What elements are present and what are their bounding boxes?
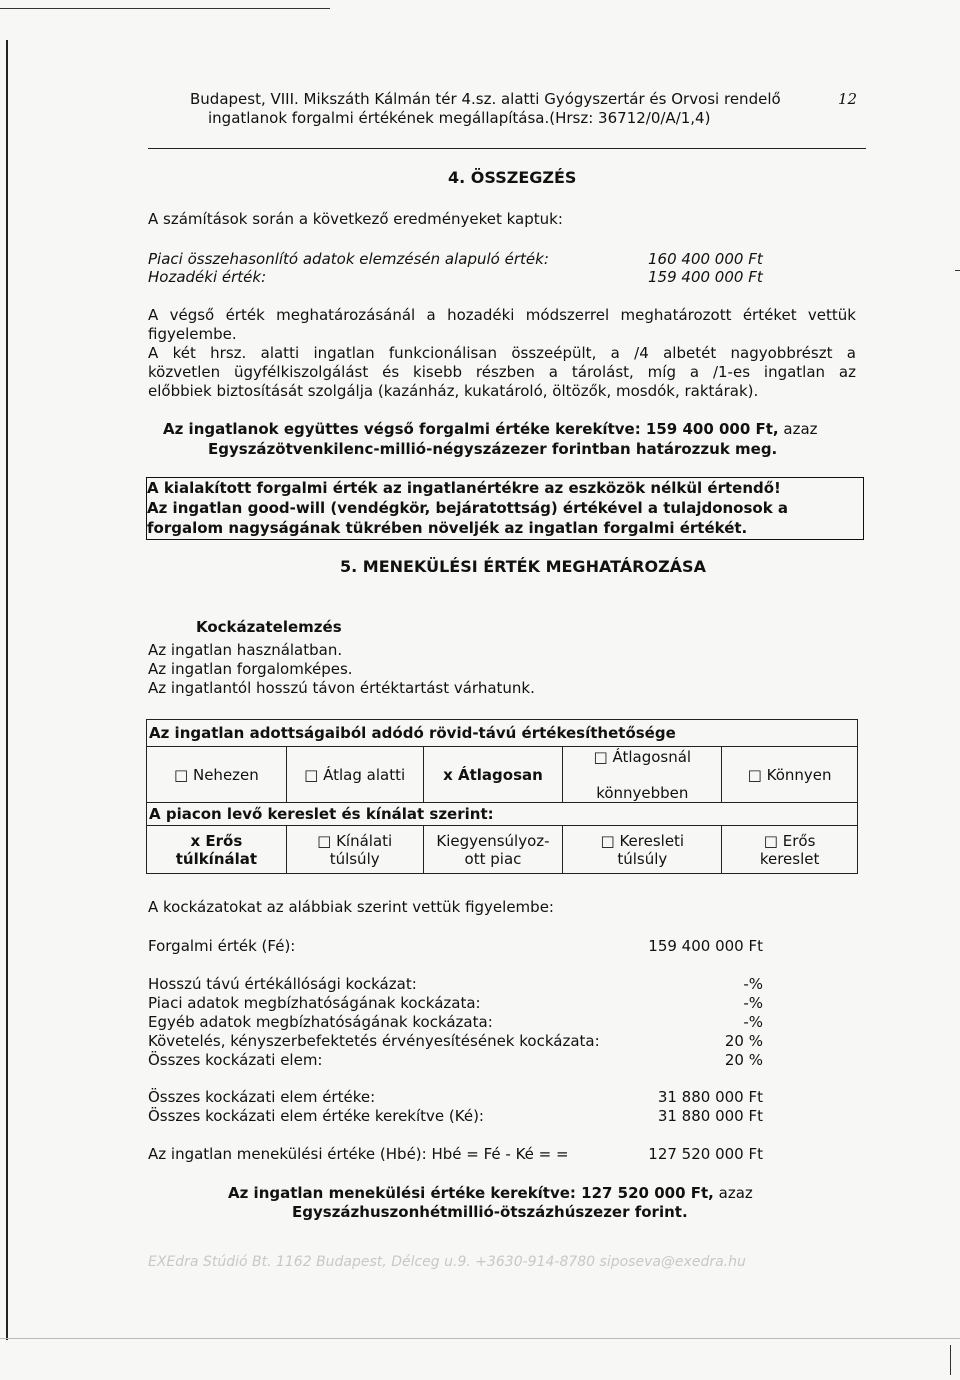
liquidation-final-words: Egyszázhuszonhétmillió-ötszázhúszezer forint. xyxy=(292,1203,688,1221)
checkbox-icon: □ xyxy=(747,765,762,784)
market-value-label: Forgalmi érték (Fé): xyxy=(148,937,296,955)
scan-edge-bottom xyxy=(0,1338,960,1339)
checkbox-icon: □ xyxy=(317,831,332,850)
option-label-line2: túlsúly xyxy=(617,849,668,868)
section-heading-liquidation: 5. MENEKÜLÉSI ÉRTÉK MEGHATÁROZÁSA xyxy=(340,557,706,576)
risk-label: Egyéb adatok megbízhatóságának kockázata: xyxy=(148,1013,493,1031)
comparison-value-label: Piaci összehasonlító adatok elemzésén alapuló érték: xyxy=(148,250,549,268)
option-konnyen xyxy=(722,747,858,803)
header-title-line1: Budapest, VIII. Mikszáth Kálmán tér 4.sz. alatti Gyógyszertár és Orvosi rendelő xyxy=(190,90,781,108)
paragraph-line: előbbiek biztosítását szolgálja (kazánház, kukatároló, öltözők, mosdók, raktárak). xyxy=(148,382,759,400)
option-eros-kereslet xyxy=(722,826,858,874)
notice-line: Az ingatlan good-will (vendégkör, bejáratottság) értékével a tulajdonosok a xyxy=(147,499,789,517)
header-title-line2: ingatlanok forgalmi értékének megállapítása.(Hrsz: 36712/0/A/1,4) xyxy=(208,109,711,127)
option-atlagosnal-konnyebben xyxy=(563,747,722,803)
saleability-table-title: Az ingatlan adottságaiból adódó rövid-távú értékesíthetősége xyxy=(147,720,858,747)
risk-amount-label: Összes kockázati elem értéke: xyxy=(148,1088,376,1106)
option-label: Könnyen xyxy=(766,765,832,784)
option-atlagosan xyxy=(423,747,563,803)
risk-statement: Az ingatlan forgalomképes. xyxy=(148,660,353,678)
risk-total-value: 20 % xyxy=(724,1051,763,1069)
paragraph-function xyxy=(148,344,856,401)
option-label: Keresleti xyxy=(619,831,685,850)
liquidation-formula-value: 127 520 000 Ft xyxy=(648,1145,763,1163)
option-label: Átlag alatti xyxy=(323,765,406,784)
checked-mark-icon: x xyxy=(190,831,201,850)
liquidation-final-statement xyxy=(228,1184,753,1203)
risk-amount-value: 31 880 000 Ft xyxy=(657,1088,763,1106)
income-value: 159 400 000 Ft xyxy=(648,268,763,286)
paragraph-line: figyelembe. xyxy=(148,325,237,343)
option-label: Átlagosan xyxy=(458,765,543,784)
liquidation-final-plain: azaz xyxy=(713,1184,753,1202)
final-value-words: Egyszázötvenkilenc-millió-négyszázezer forintban határozzuk meg. xyxy=(208,440,778,458)
option-atlag-alatti xyxy=(286,747,423,803)
option-keresleti-tulsuly xyxy=(563,826,722,874)
risk-statement: Az ingatlantól hosszú távon értéktartást várhatunk. xyxy=(148,679,535,697)
option-label: Erős xyxy=(205,831,243,850)
option-label: Nehezen xyxy=(192,765,259,784)
risk-value: -% xyxy=(743,975,763,993)
risk-intro: A kockázatokat az alábbiak szerint vettük figyelembe: xyxy=(148,898,554,916)
checkbox-icon: □ xyxy=(304,765,319,784)
scan-edge-top xyxy=(0,8,330,9)
option-label-line2: túlsúly xyxy=(329,849,380,868)
scan-edge-right xyxy=(955,270,960,271)
footer-contact: EXEdra Stúdió Bt. 1162 Budapest, Délceg u.9. +3630-914-8780 siposeva@exedra.hu xyxy=(148,1254,746,1270)
market-value: 159 400 000 Ft xyxy=(648,937,763,955)
risk-amount-rounded-label: Összes kockázati elem értéke kerekítve (Ké): xyxy=(148,1107,484,1125)
checked-mark-icon: x xyxy=(443,765,453,784)
risk-amount-rounded-value: 31 880 000 Ft xyxy=(657,1107,763,1125)
option-label: Átlagosnál xyxy=(612,747,692,766)
option-kinalati-tulsuly xyxy=(286,826,423,874)
notice-line: A kialakított forgalmi érték az ingatlanértékre az eszközök nélkül értendő! xyxy=(147,479,781,497)
paragraph-line: A két hrsz. alatti ingatlan funkcionálisan összeépült, a /4 albetét nagyobbrészt a xyxy=(148,344,856,362)
risk-total-label: Összes kockázati elem: xyxy=(148,1051,323,1069)
final-value-bold: Az ingatlanok együttes végső forgalmi értéke kerekítve: 159 400 000 Ft, xyxy=(163,420,779,438)
notice-box xyxy=(146,477,864,540)
saleability-table xyxy=(146,719,858,874)
section-heading-summary: 4. ÖSSZEGZÉS xyxy=(448,168,577,187)
comparison-value: 160 400 000 Ft xyxy=(648,250,763,268)
summary-intro: A számítások során a következő eredményeket kaptuk: xyxy=(148,210,563,228)
paragraph-line: A végső érték meghatározásánál a hozadéki módszerrel meghatározott értéket vettük xyxy=(148,306,856,324)
risk-label: Hosszú távú értékállósági kockázat: xyxy=(148,975,417,993)
option-label-line2: kereslet xyxy=(759,849,820,868)
risk-label: Követelés, kényszerbefektetés érvényesítésének kockázata: xyxy=(148,1032,600,1050)
risk-value: -% xyxy=(743,994,763,1012)
option-kiegyensulyozott xyxy=(423,826,563,874)
paragraph-line: közvetlen ügyfélkiszolgálást és kisebb részben a tárolást, míg a /1-es ingatlan az xyxy=(148,363,856,381)
header-rule xyxy=(148,148,866,149)
risk-analysis-title: Kockázatelemzés xyxy=(196,618,342,636)
option-label: Kiegyensúlyoz- xyxy=(436,831,550,850)
risk-statement: Az ingatlan használatban. xyxy=(148,641,343,659)
page-number: 12 xyxy=(838,90,858,108)
demand-supply-subtitle: A piacon levő kereslet és kínálat szerint: xyxy=(147,803,858,826)
option-eros-tulkinalat xyxy=(147,826,287,874)
option-label: Kínálati xyxy=(336,831,393,850)
scan-edge-corner xyxy=(950,1345,951,1375)
notice-line: forgalom nagyságának tükrében növeljék az ingatlan forgalmi értékét. xyxy=(147,519,748,537)
checkbox-icon: □ xyxy=(763,831,778,850)
liquidation-formula-label: Az ingatlan menekülési értéke (Hbé): Hbé = Fé - Ké = = xyxy=(148,1145,569,1163)
option-label-line2: túlkínálat xyxy=(175,849,258,868)
option-label-line2: könnyebben xyxy=(596,783,689,802)
option-label-line2: ott piac xyxy=(464,849,522,868)
option-nehezen xyxy=(147,747,287,803)
income-value-label: Hozadéki érték: xyxy=(148,268,267,286)
risk-value: -% xyxy=(743,1013,763,1031)
risk-label: Piaci adatok megbízhatóságának kockázata: xyxy=(148,994,481,1012)
liquidation-final-bold: Az ingatlan menekülési értéke kerekítve: 127 520 000 Ft, xyxy=(228,1184,714,1202)
checkbox-icon: □ xyxy=(593,747,608,766)
option-label: Erős xyxy=(782,831,816,850)
paragraph-method xyxy=(148,306,856,344)
checkbox-icon: □ xyxy=(600,831,615,850)
scan-edge-left xyxy=(6,40,8,1340)
final-value-statement xyxy=(163,420,818,438)
final-value-plain: azaz xyxy=(778,420,818,438)
risk-value: 20 % xyxy=(724,1032,763,1050)
checkbox-icon: □ xyxy=(174,765,189,784)
